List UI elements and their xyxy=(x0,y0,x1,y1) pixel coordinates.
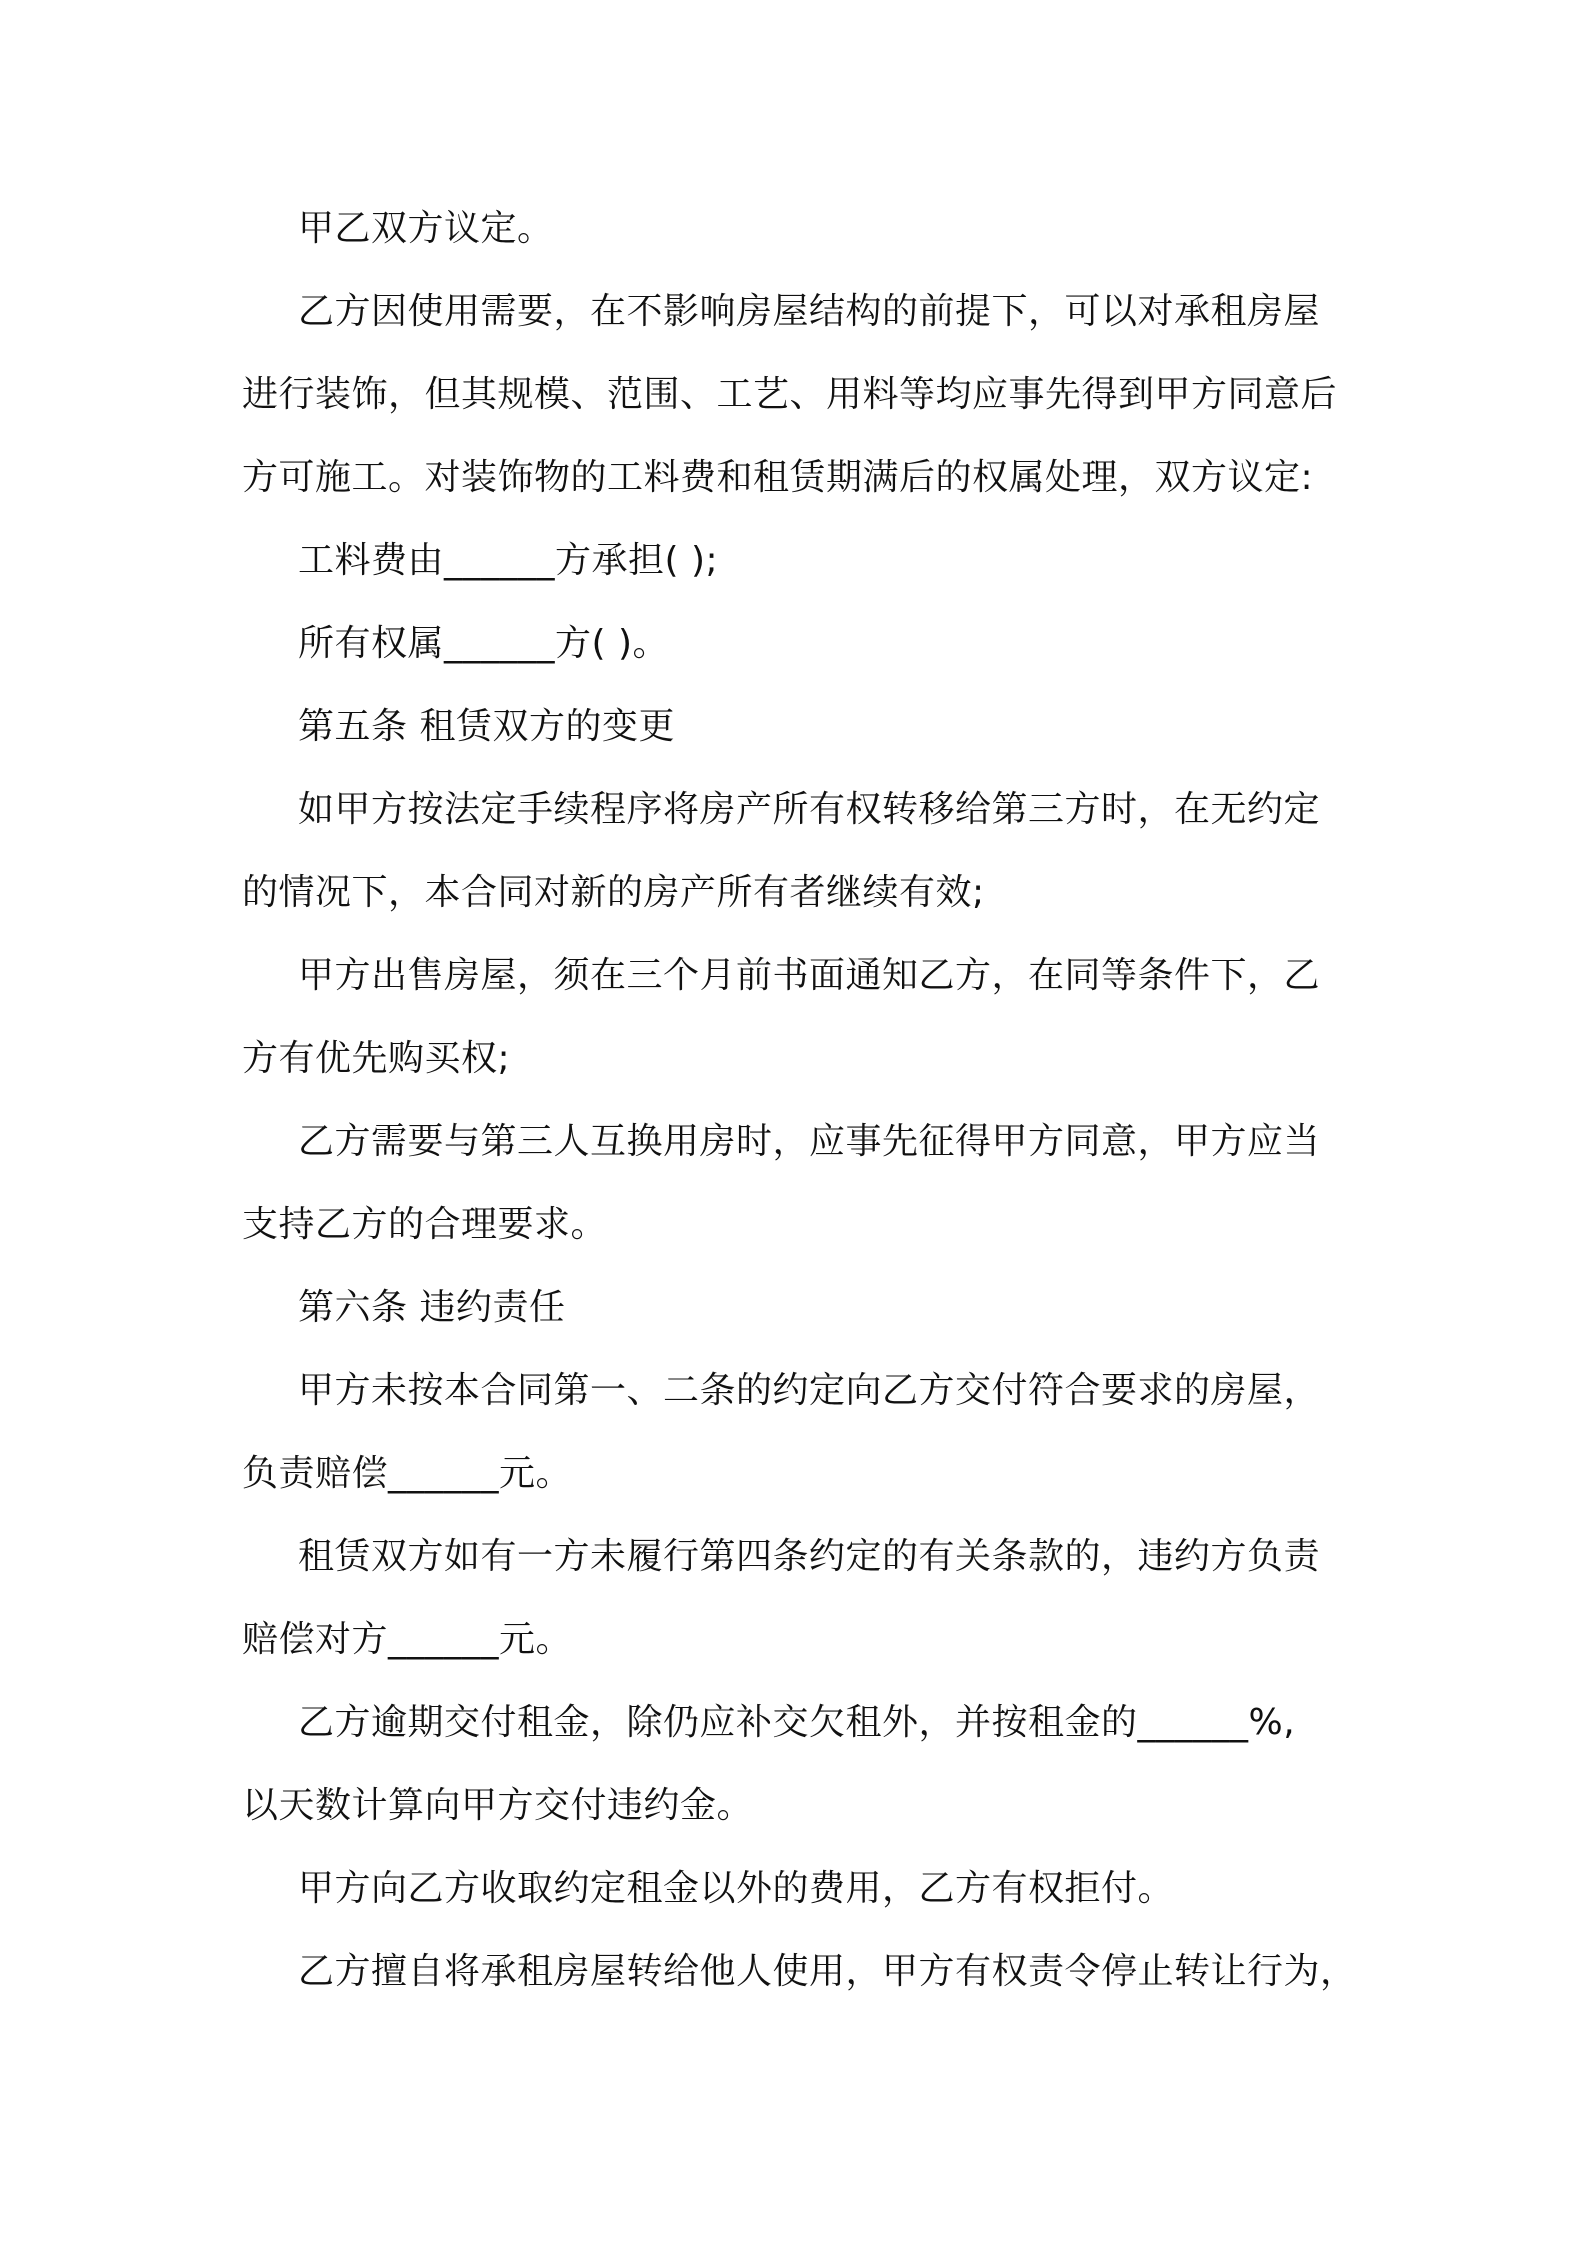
paragraph-line: 工料费由______方承担( ); xyxy=(298,540,719,581)
section-heading: 第五条 租赁双方的变更 xyxy=(298,706,675,747)
paragraph-line: 乙方逾期交付租金，除仍应补交欠租外，并按租金的______%, xyxy=(298,1702,1296,1743)
paragraph-line: 以天数计算向甲方交付违约金。 xyxy=(242,1785,754,1826)
paragraph-line: 甲方未按本合同第一、二条的约定向乙方交付符合要求的房屋， xyxy=(298,1370,1321,1411)
paragraph-line: 甲方出售房屋，须在三个月前书面通知乙方，在同等条件下，乙 xyxy=(298,955,1321,996)
paragraph-line: 甲乙双方议定。 xyxy=(298,208,554,249)
paragraph-line: 的情况下，本合同对新的房产所有者继续有效; xyxy=(242,872,985,913)
paragraph-line: 进行装饰，但其规模、范围、工艺、用料等均应事先得到甲方同意后 xyxy=(242,374,1338,415)
paragraph-line: 方可施工。对装饰物的工料费和租赁期满后的权属处理，双方议定: xyxy=(242,457,1314,498)
paragraph-line: 如甲方按法定手续程序将房产所有权转移给第三方时，在无约定 xyxy=(298,789,1321,830)
paragraph-line: 乙方因使用需要，在不影响房屋结构的前提下，可以对承租房屋 xyxy=(298,291,1321,332)
section-heading: 第六条 违约责任 xyxy=(298,1287,566,1328)
paragraph-line: 支持乙方的合理要求。 xyxy=(242,1204,608,1245)
paragraph-line: 甲方向乙方收取约定租金以外的费用，乙方有权拒付。 xyxy=(298,1868,1175,1909)
paragraph-line: 所有权属______方( )。 xyxy=(298,623,670,664)
paragraph-line: 负责赔偿______元。 xyxy=(242,1453,573,1494)
paragraph-line: 方有优先购买权; xyxy=(242,1038,511,1079)
paragraph-line: 赔偿对方______元。 xyxy=(242,1619,573,1660)
paragraph-line: 乙方擅自将承租房屋转给他人使用，甲方有权责令停止转让行为， xyxy=(298,1951,1357,1992)
paragraph-line: 乙方需要与第三人互换用房时，应事先征得甲方同意，甲方应当 xyxy=(298,1121,1321,1162)
paragraph-line: 租赁双方如有一方未履行第四条约定的有关条款的，违约方负责 xyxy=(298,1536,1321,1577)
